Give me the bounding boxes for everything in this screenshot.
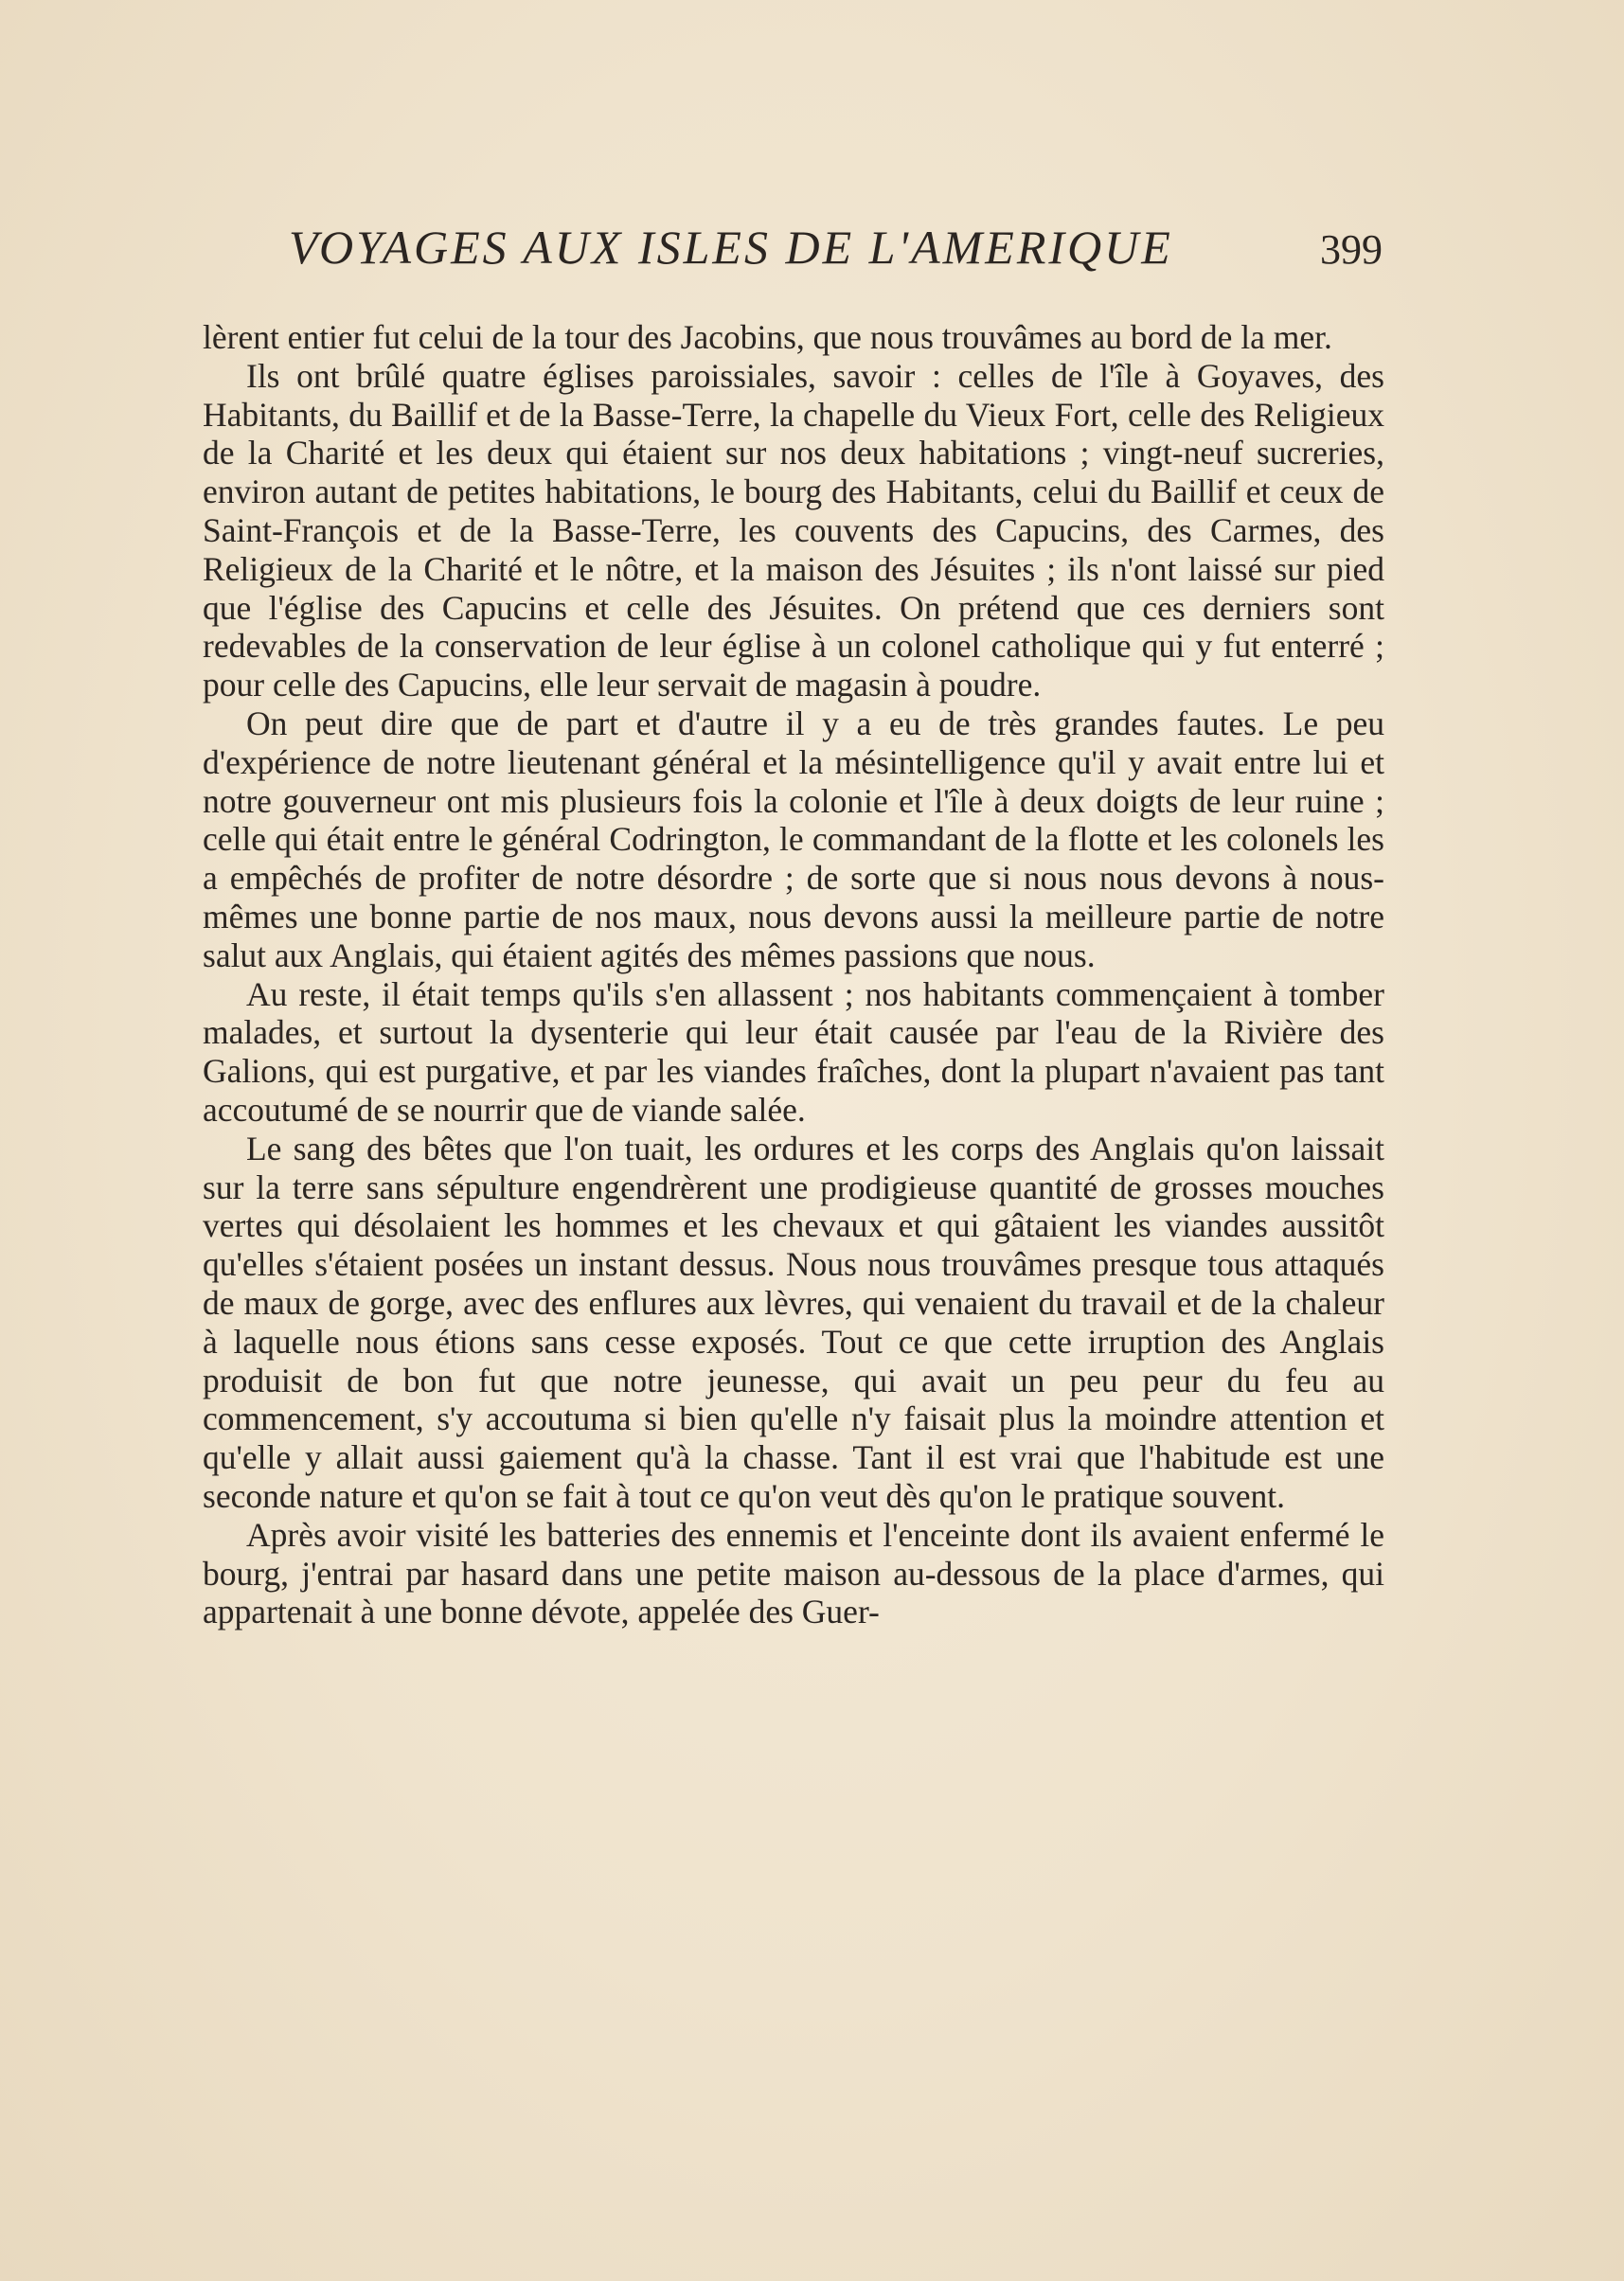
paragraph: Ils ont brûlé quatre églises paroissiales, savoir : celles de l'île à Goyaves, des Habitants, du Baillif et de la Basse-Terre, la chapelle du Vieux Fort, celle des Religieux de la Charité et les deux qui étaient sur nos deux habitations ; vingt-neuf sucreries, environ autant de petites habitations, le bourg des Habitants, celui du Baillif et ceux de Saint-François et de la Basse-Terre, les couvents des Capucins, des Carmes, des Religieux de la Charité et le nôtre, et la maison des Jésuites ; ils n'ont laissé sur pied que l'église des Capucins et celle des Jésuites. On prétend que ces derniers sont redevables de la conservation de leur église à un colonel catholique qui y fut enterré ; pour celle des Capucins, elle leur servait de magasin à poudre. — [203, 356, 1384, 704]
paragraph: Au reste, il était temps qu'ils s'en allassent ; nos habitants commençaient à tomber malades, et surtout la dysenterie qui leur était causée par l'eau de la Rivière des Galions, qui est purgative, et par les viandes fraîches, dont la plupart n'avaient pas tant accoutumé de se nourrir que de viande salée. — [203, 974, 1384, 1129]
paragraph: On peut dire que de part et d'autre il y a eu de très grandes fautes. Le peu d'expérience de notre lieutenant général et la mésintelligence qu'il y avait entre lui et notre gouverneur ont mis plusieurs fois la colonie et l'île à deux doigts de leur ruine ; celle qui était entre le général Codrington, le commandant de la flotte et les colonels les a empêchés de profiter de notre désordre ; de sorte que si nous nous devons à nous-mêmes une bonne partie de nos maux, nous devons aussi la meilleure partie de notre salut aux Anglais, qui étaient agités des mêmes passions que nous. — [203, 704, 1384, 974]
body-text — [203, 318, 1384, 1631]
paragraph: Le sang des bêtes que l'on tuait, les ordures et les corps des Anglais qu'on laissait sur la terre sans sépulture engendrèrent une prodigieuse quantité de grosses mouches vertes qui désolaient les hommes et les chevaux et qui gâtaient les viandes aussitôt qu'elles s'étaient posées un instant dessus. Nous nous trouvâmes presque tous attaqués de maux de gorge, avec des enflures aux lèvres, qui venaient du travail et de la chaleur à laquelle nous étions sans cesse exposés. Tout ce que cette irruption des Anglais produisit de bon fut que notre jeunesse, qui avait un peu peur du feu au commencement, s'y accoutuma si bien qu'elle n'y faisait plus la moindre attention et qu'elle y allait aussi gaiement qu'à la chasse. Tant il est vrai que l'habitude est une seconde nature et qu'on se fait à tout ce qu'on veut dès qu'on le pratique souvent. — [203, 1129, 1384, 1515]
paragraph: Après avoir visité les batteries des ennemis et l'enceinte dont ils avaient enfermé le bourg, j'entrai par hasard dans une petite maison au-dessous de la place d'armes, qui appartenait à une bonne dévote, appelée des Guer- — [203, 1515, 1384, 1631]
page-number: 399 — [1320, 226, 1383, 273]
paragraph: lèrent entier fut celui de la tour des Jacobins, que nous trouvâmes au bord de la mer. — [203, 318, 1332, 356]
running-title: VOYAGES AUX ISLES DE L'AMERIQUE — [289, 221, 1173, 274]
running-head — [289, 220, 1383, 286]
